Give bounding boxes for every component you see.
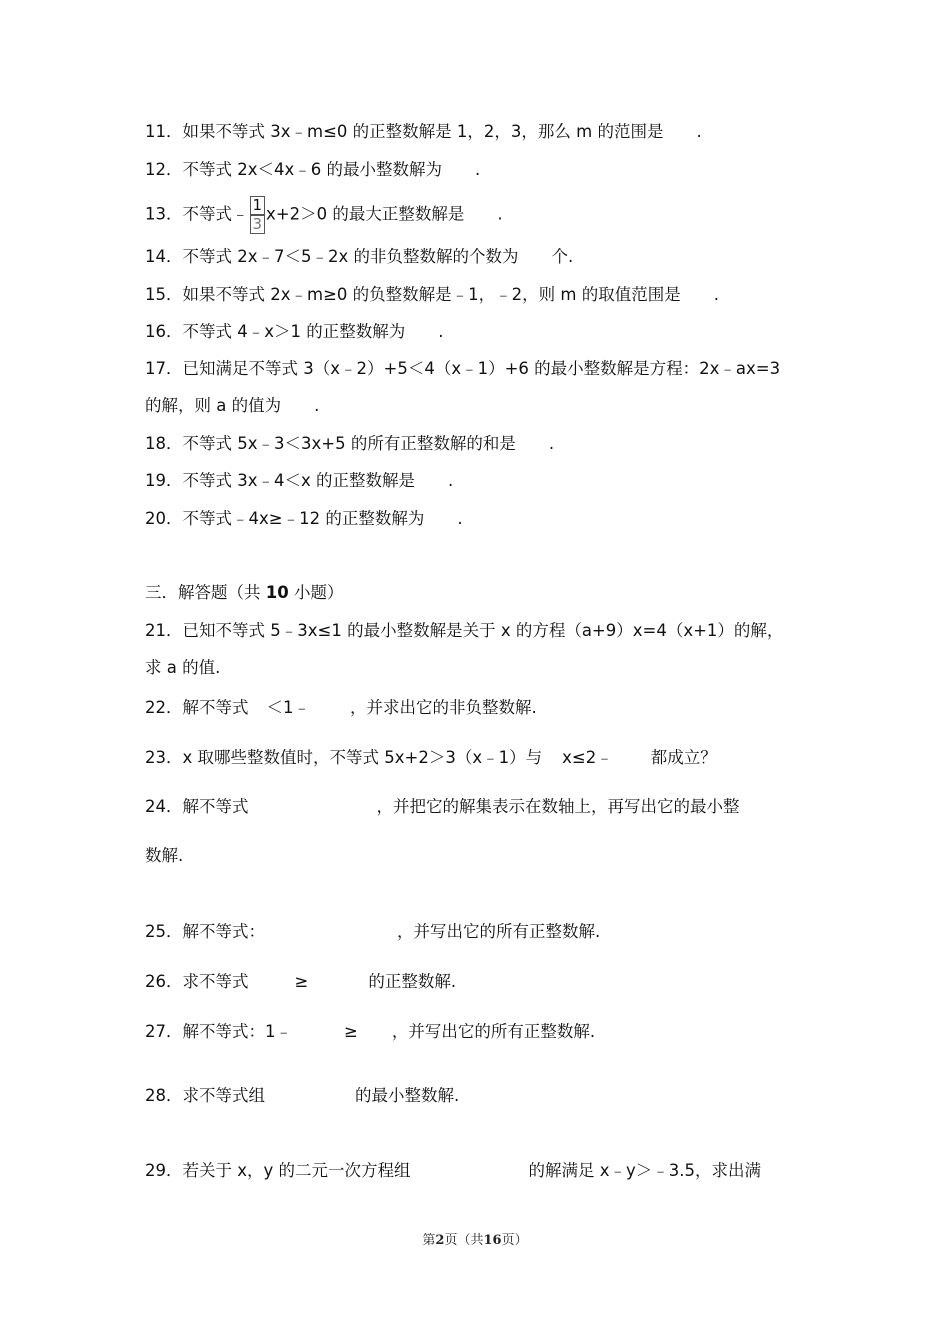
question-13-suffix: x+2＞0 的最大正整数解是 . [266, 204, 503, 224]
question-25 [145, 921, 600, 943]
question-17-line-2: 的解，则 a 的值为 . [145, 396, 320, 415]
question-21-line-2: 求 a 的值. [145, 658, 221, 677]
footer-suffix: 页） [501, 1233, 528, 1248]
question-25-part-2: ，并写出它的所有正整数解. [397, 922, 601, 941]
question-24-part-2: ，并把它的解集表示在数轴上，再写出它的最小整 [376, 797, 740, 816]
question-17-line-1: 17．已知满足不等式 3（x﹣2）+5＜4（x﹣1）+6 的最小整数解是方程：2x﹣ax=3 [145, 359, 781, 378]
current-page-number: 2 [435, 1233, 445, 1248]
question-28 [145, 1085, 459, 1107]
question-25-part-1: 25．解不等式： [145, 922, 265, 941]
question-26 [145, 971, 456, 993]
question-22 [145, 697, 537, 719]
total-page-count: 16 [483, 1233, 502, 1248]
question-26-part-2: ≥ [294, 972, 309, 991]
question-27-part-2: ≥ [344, 1022, 358, 1041]
question-21-line-1: 21．已知不等式 5﹣3x≤1 的最小整数解是关于 x 的方程（a+9）x=4（x+1）的解， [145, 621, 784, 640]
question-28-part-1: 28．求不等式组 [145, 1086, 265, 1105]
fraction-denominator: 3 [250, 215, 266, 234]
question-23-part-1: 23．x 取哪些整数值时，不等式 5x+2＞3（x﹣1）与 [145, 748, 543, 767]
footer-prefix: 第 [422, 1233, 436, 1248]
fraction-numerator: 1 [250, 196, 266, 215]
question-28-part-2: 的最小整数解. [355, 1086, 460, 1105]
question-13 [145, 196, 503, 234]
question-12: 12．不等式 2x＜4x﹣6 的最小整数解为 . [145, 160, 481, 179]
question-27 [145, 1021, 595, 1043]
question-26-part-1: 26．求不等式 [145, 972, 249, 991]
question-24-line-2: 数解. [145, 846, 184, 865]
question-29 [145, 1160, 761, 1182]
page-footer [0, 1229, 950, 1248]
question-22-part-1: 22．解不等式 [145, 698, 249, 717]
question-26-part-3: 的正整数解. [368, 972, 457, 991]
question-19: 19．不等式 3x﹣4＜x 的正整数解是 . [145, 471, 454, 490]
question-29-part-2: 的解满足 x﹣y＞﹣3.5，求出满 [528, 1161, 762, 1180]
question-27-part-1: 27．解不等式：1﹣ [145, 1022, 292, 1041]
question-23-part-3: 都成立？ [650, 748, 717, 767]
section-heading-prefix: 三．解答题（共 [145, 583, 266, 602]
section-heading-suffix: 小题） [288, 583, 344, 602]
question-11: 11．如果不等式 3x﹣m≤0 的正整数解是 1，2，3，那么 m 的范围是 . [145, 122, 702, 141]
section-heading-3 [145, 582, 343, 604]
question-24-line-1 [145, 796, 740, 818]
question-22-part-2: ＜1﹣ [266, 698, 310, 717]
question-27-part-3: ，并写出它的所有正整数解. [391, 1022, 596, 1041]
question-14: 14．不等式 2x﹣7＜5﹣2x 的非负整数解的个数为 个. [145, 247, 574, 266]
question-24-part-1: 24．解不等式 [145, 797, 249, 816]
question-23-part-2: x≤2﹣ [562, 748, 613, 767]
question-22-part-3: ，并求出它的非负整数解. [350, 698, 537, 717]
question-15: 15．如果不等式 2x﹣m≥0 的负整数解是﹣1，﹣2，则 m 的取值范围是 . [145, 285, 719, 304]
footer-middle: 页（共 [444, 1233, 484, 1248]
question-13-prefix: 13．不等式﹣ [145, 204, 249, 224]
question-16: 16．不等式 4﹣x＞1 的正整数解为 . [145, 322, 444, 341]
fraction-one-third [250, 196, 266, 234]
question-23 [145, 747, 717, 769]
question-20: 20．不等式﹣4x≥﹣12 的正整数解为 . [145, 509, 463, 528]
question-29-part-1: 29．若关于 x，y 的二元一次方程组 [145, 1161, 411, 1180]
section-question-count: 10 [265, 583, 289, 602]
question-18: 18．不等式 5x﹣3＜3x+5 的所有正整数解的和是 . [145, 434, 555, 453]
